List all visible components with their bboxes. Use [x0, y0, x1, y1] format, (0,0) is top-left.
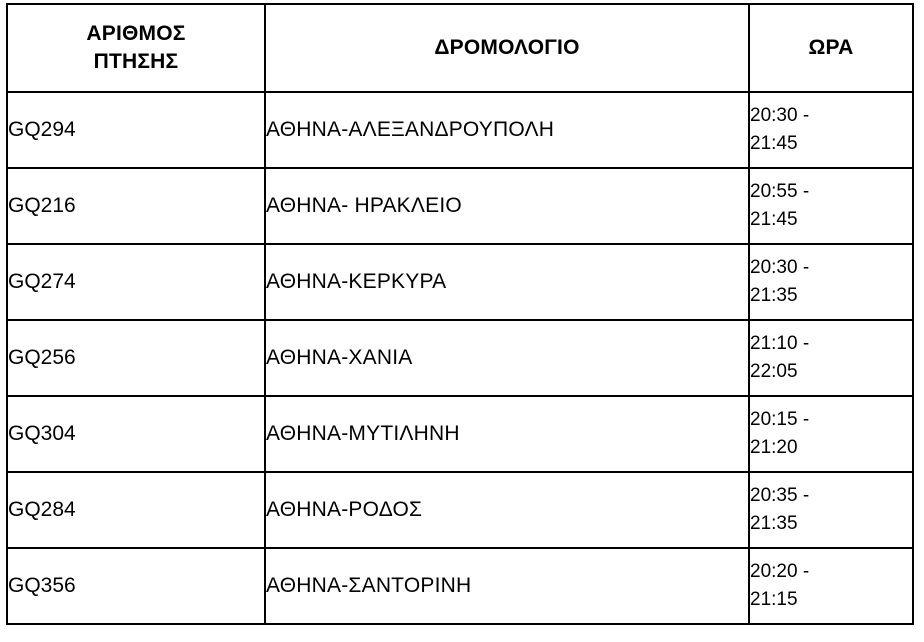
cell-time-end: 21:45	[750, 209, 798, 230]
column-header-route: ΔΡΟΜΟΛΟΓΙΟ	[265, 4, 749, 92]
cell-time-end: 21:45	[750, 133, 798, 154]
flight-schedule-table	[6, 3, 914, 625]
cell-route: ΑΘΗΝΑ-ΑΛΕΞΑΝΔΡΟΥΠΟΛΗ	[265, 92, 749, 168]
cell-time	[749, 92, 913, 168]
cell-time	[749, 320, 913, 396]
cell-time-start: 20:35 -	[750, 484, 810, 506]
table-header-row	[7, 4, 913, 92]
table-row	[7, 244, 913, 320]
cell-flight-number: GQ294	[7, 92, 265, 168]
cell-time-start: 20:20 -	[750, 560, 810, 582]
cell-flight-number: GQ216	[7, 168, 265, 244]
cell-route: ΑΘΗΝΑ-ΧΑΝΙΑ	[265, 320, 749, 396]
cell-flight-number: GQ274	[7, 244, 265, 320]
cell-route: ΑΘΗΝΑ-ΚΕΡΚΥΡΑ	[265, 244, 749, 320]
cell-flight-number: GQ256	[7, 320, 265, 396]
cell-time-end: 22:05	[750, 361, 798, 382]
cell-flight-number: GQ284	[7, 472, 265, 548]
table-header	[7, 4, 913, 92]
cell-route: ΑΘΗΝΑ-ΣΑΝΤΟΡΙΝΗ	[265, 548, 749, 624]
table-body	[7, 92, 913, 624]
cell-time-start: 20:15 -	[750, 408, 810, 430]
column-header-time: ΩΡΑ	[749, 4, 913, 92]
cell-time-end: 21:35	[750, 513, 798, 534]
cell-time-start: 20:30 -	[750, 104, 810, 126]
cell-time	[749, 472, 913, 548]
table-row	[7, 92, 913, 168]
table-row	[7, 320, 913, 396]
table-row	[7, 168, 913, 244]
cell-route: ΑΘΗΝΑ-ΜΥΤΙΛΗΝΗ	[265, 396, 749, 472]
cell-time	[749, 244, 913, 320]
cell-time-end: 21:15	[750, 589, 798, 610]
cell-time-end: 21:20	[750, 437, 798, 458]
cell-flight-number: GQ356	[7, 548, 265, 624]
cell-route: ΑΘΗΝΑ- ΗΡΑΚΛΕΙΟ	[265, 168, 749, 244]
column-header-flight-number-line2: ΠΤΗΣΗΣ	[93, 50, 179, 73]
cell-time	[749, 396, 913, 472]
table-row	[7, 396, 913, 472]
cell-time-start: 21:10 -	[750, 332, 810, 354]
cell-time	[749, 168, 913, 244]
cell-time	[749, 548, 913, 624]
column-header-flight-number	[7, 4, 265, 92]
column-header-flight-number-line1: ΑΡΙΘΜΟΣ	[86, 21, 186, 45]
cell-route: ΑΘΗΝΑ-ΡΟΔΟΣ	[265, 472, 749, 548]
cell-time-end: 21:35	[750, 285, 798, 306]
table-row	[7, 472, 913, 548]
table-row	[7, 548, 913, 624]
document-page	[0, 3, 924, 642]
cell-flight-number: GQ304	[7, 396, 265, 472]
cell-time-start: 20:30 -	[750, 256, 810, 278]
cell-time-start: 20:55 -	[750, 180, 810, 202]
